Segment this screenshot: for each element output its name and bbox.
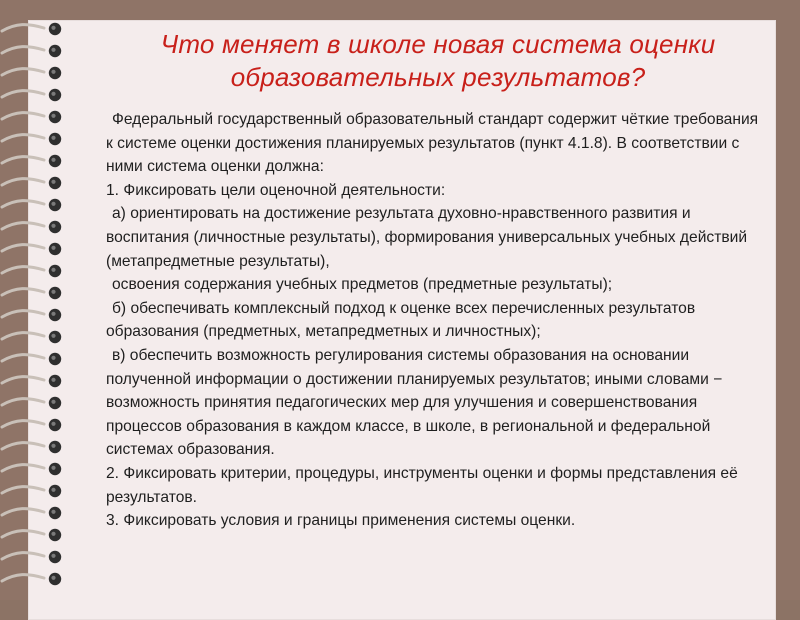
- subitem-c: в) обеспечить возможность регулирования системы образования на основании полученной информации о достижении планируемых результатов; иными словами − возможность принятия педагогических мер для улучшения и совершенствования процессов образования в каждом классе, в школе, в региональной и федеральной системах образования.: [106, 346, 723, 459]
- spiral-ring-icon: [0, 219, 68, 235]
- spiral-ring-icon: [0, 549, 68, 565]
- spiral-ring-icon: [0, 87, 68, 103]
- list-item-3: 3. Фиксировать условия и границы применения системы оценки.: [106, 512, 576, 530]
- spiral-ring-icon: [0, 417, 68, 433]
- list-item-2: 2. Фиксировать критерии, процедуры, инструменты оценки и формы представления её результатов.: [106, 464, 738, 506]
- subitem-a: а) ориентировать на достижение результата духовно-нравственного развития и воспитания (личностные результаты), формирования универсальных учебных действий (метапредметные результаты),: [106, 205, 748, 270]
- spiral-ring-icon: [0, 21, 68, 37]
- spiral-ring-icon: [0, 43, 68, 59]
- slide-body: [106, 108, 766, 533]
- slide-title-line-2: образовательных результатов?: [230, 62, 646, 92]
- spiral-ring-icon: [0, 505, 68, 521]
- spiral-ring-icon: [0, 241, 68, 257]
- spiral-ring-icon: [0, 263, 68, 279]
- spiral-ring-icon: [0, 197, 68, 213]
- spiral-ring-icon: [0, 527, 68, 543]
- spiral-ring-icon: [0, 175, 68, 191]
- spiral-ring-icon: [0, 461, 68, 477]
- subitem-b: б) обеспечивать комплексный подход к оценке всех перечисленных результатов образования (предметных, метапредметных и личностных);: [106, 299, 696, 341]
- slide-title: [88, 28, 788, 94]
- spiral-ring-icon: [0, 395, 68, 411]
- spiral-binding: [0, 0, 70, 600]
- spiral-ring-icon: [0, 351, 68, 367]
- spiral-ring-icon: [0, 571, 68, 587]
- spiral-ring-icon: [0, 131, 68, 147]
- subitem-a-continuation: освоения содержания учебных предметов (предметные результаты);: [112, 276, 613, 294]
- spiral-ring-icon: [0, 65, 68, 81]
- spiral-ring-icon: [0, 373, 68, 389]
- spiral-ring-icon: [0, 307, 68, 323]
- spiral-ring-icon: [0, 439, 68, 455]
- spiral-ring-icon: [0, 153, 68, 169]
- spiral-ring-icon: [0, 285, 68, 301]
- spiral-ring-icon: [0, 483, 68, 499]
- spiral-ring-icon: [0, 329, 68, 345]
- intro-paragraph: Федеральный государственный образовательный стандарт содержит чёткие требования к системе оценки достижения планируемых результатов (пункт 4.1.8). В соответствии с ними система оценки должна:: [106, 111, 759, 176]
- spiral-ring-icon: [0, 109, 68, 125]
- list-item-1: 1. Фиксировать цели оценочной деятельности:: [106, 181, 446, 199]
- slide-title-line-1: Что меняет в школе новая система оценки: [160, 29, 716, 59]
